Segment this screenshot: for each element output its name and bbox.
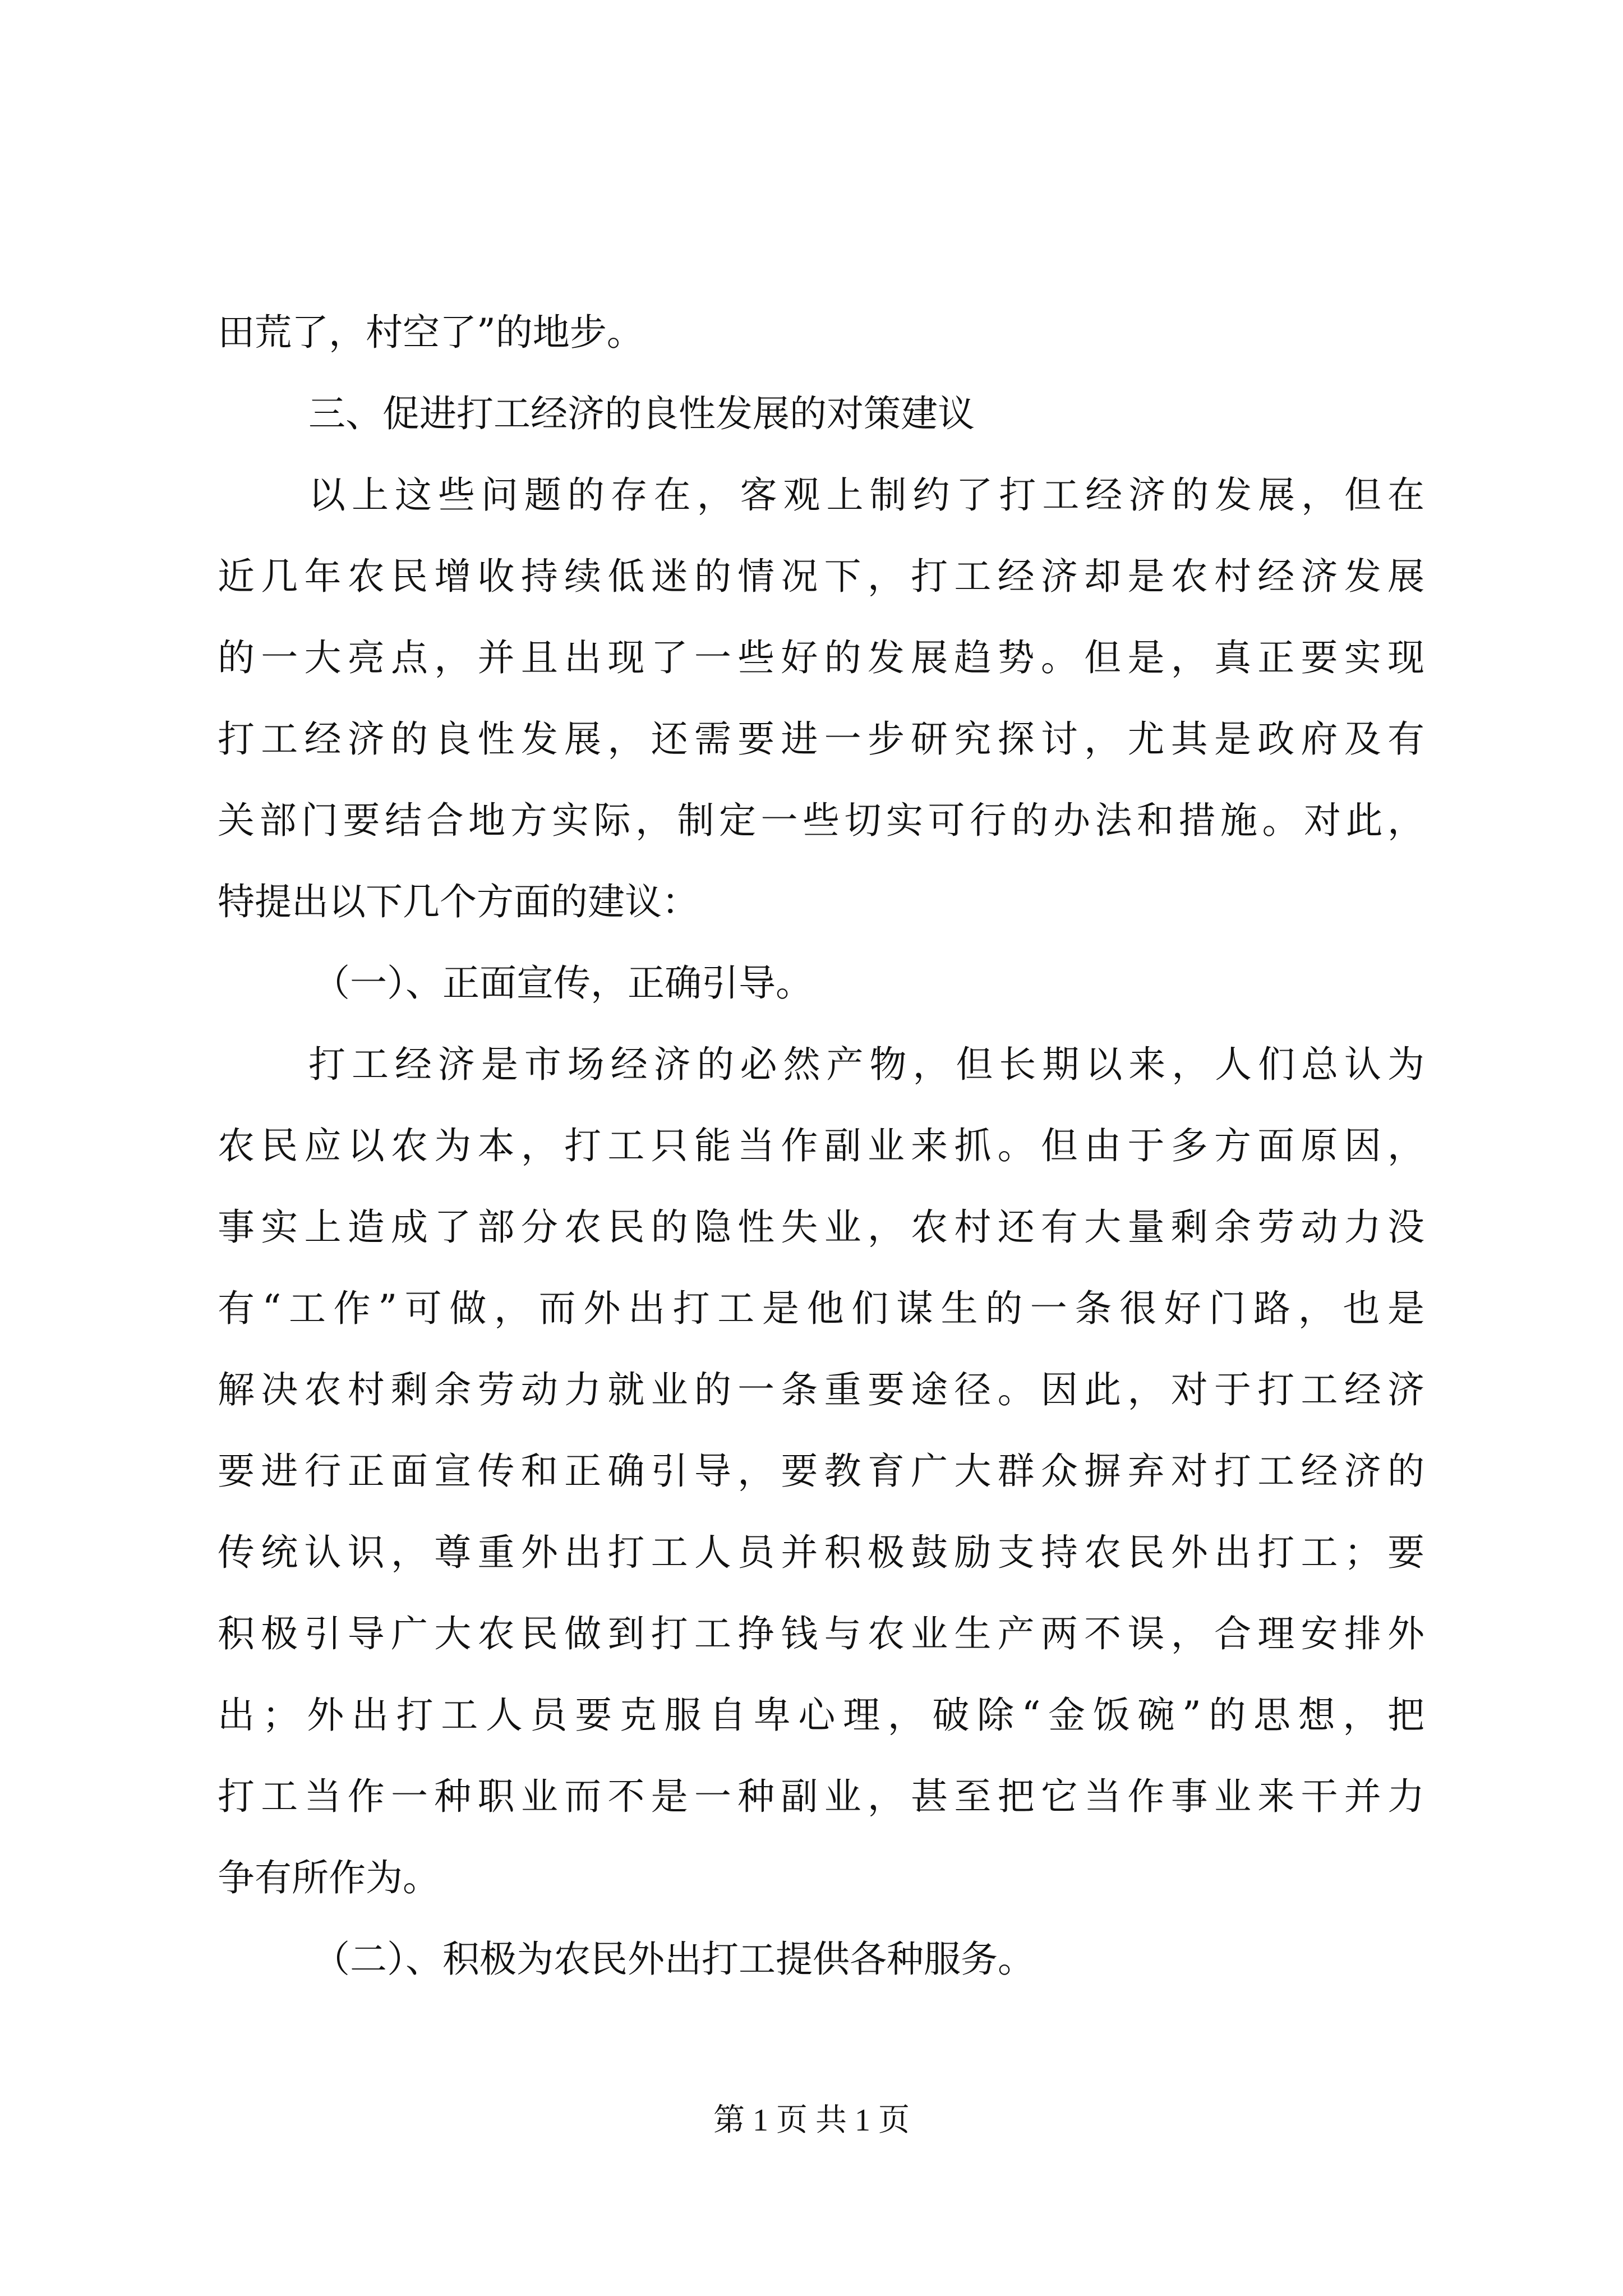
subsection-heading: （二）、积极为农民外出打工提供各种服务。 [313,1938,1035,1981]
text-line: 田荒了，村空了”的地步。 [218,311,644,354]
text-line: 打工当作一种职业而不是一种副业，甚至把它当作事业来干并力 [218,1775,1424,1818]
text-line: 关部门要结合地方实际，制定一些切实可行的办法和措施。对此， [218,799,1424,842]
text-line: 有“工作”可做，而外出打工是他们谋生的一条很好门路，也是 [218,1287,1424,1330]
text-line: 出；外出打工人员要克服自卑心理，破除“金饭碗”的思想，把 [218,1694,1424,1737]
text-line: 传统认识，尊重外出打工人员并积极鼓励支持农民外出打工；要 [218,1531,1424,1574]
page-footer [0,2098,1623,2143]
text-line: 解决农村剩余劳动力就业的一条重要途径。因此，对于打工经济 [218,1368,1424,1411]
text-line: 争有所作为。 [218,1856,440,1899]
document-body [218,292,1424,2000]
section-heading: 三、促进打工经济的良性发展的对策建议 [308,392,975,435]
text-line: 积极引导广大农民做到打工挣钱与农业生产两不误，合理安排外 [218,1612,1424,1655]
text-line: 以上这些问题的存在，客观上制约了打工经济的发展，但在 [308,473,1424,517]
text-line: 特提出以下几个方面的建议： [218,880,699,923]
text-line: 事实上造成了部分农民的隐性失业，农村还有大量剩余劳动力没 [218,1205,1424,1249]
text-line: 要进行正面宣传和正确引导，要教育广大群众摒弃对打工经济的 [218,1450,1424,1493]
text-line: 近几年农民增收持续低迷的情况下，打工经济却是农村经济发展 [218,555,1424,598]
text-line: 农民应以农为本，打工只能当作副业来抓。但由于多方面原因， [218,1124,1424,1167]
subsection-heading: （一）、正面宣传，正确引导。 [313,961,813,1005]
text-line: 打工经济的良性发展，还需要进一步研究探讨，尤其是政府及有 [218,717,1424,761]
text-line: 打工经济是市场经济的必然产物，但长期以来，人们总认为 [308,1043,1424,1086]
text-line: 的一大亮点，并且出现了一些好的发展趋势。但是，真正要实现 [218,636,1424,679]
page-number: 第 1 页 共 1 页 [713,2103,910,2138]
